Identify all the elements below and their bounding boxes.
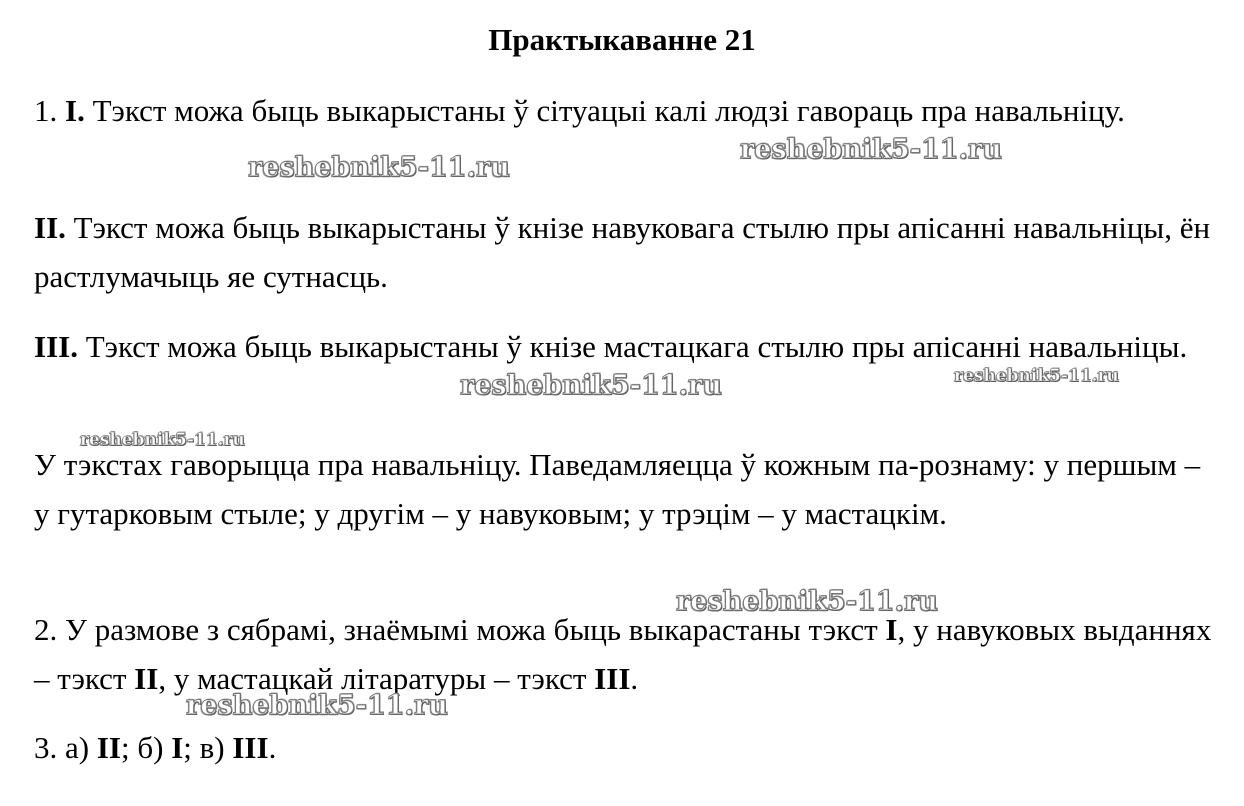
watermark: reshebnik5-11.ru bbox=[740, 134, 1002, 165]
paragraph-text: Тэкст можа быць выкарыстаны ў сітуацыі калі людзі гавораць пра навальніцу. bbox=[84, 93, 1125, 128]
roman-numeral: I. bbox=[65, 93, 85, 128]
watermark: reshebnik5-11.ru bbox=[186, 690, 448, 721]
answer-1-text-2 bbox=[34, 203, 1214, 301]
text-part: , у мастацкай літаратуры – тэкст bbox=[158, 661, 595, 696]
roman-numeral: III bbox=[232, 730, 269, 765]
text-part: . bbox=[630, 661, 639, 696]
text-part: ; б) bbox=[120, 730, 172, 765]
roman-numeral: II. bbox=[34, 210, 66, 245]
roman-numeral: I bbox=[885, 612, 898, 647]
roman-numeral: III. bbox=[34, 329, 78, 364]
paragraph-text: Тэкст можа быць выкарыстаны ў кнізе мастацкага стылю пры апісанні навальніцы. bbox=[77, 329, 1188, 364]
text-part: , у навуковых выданнях – тэкст bbox=[34, 612, 1212, 696]
answer-1-summary bbox=[34, 440, 1214, 538]
roman-numeral: II bbox=[134, 661, 159, 696]
answer-1-text-1 bbox=[34, 86, 1214, 135]
item-number: 1. bbox=[34, 93, 65, 128]
text-part: 2. У размове з сябрамі, знаёмымі можа быць выкарастаны тэкст bbox=[34, 612, 886, 647]
roman-numeral: I bbox=[171, 730, 184, 765]
watermark: reshebnik5-11.ru bbox=[80, 430, 245, 450]
paragraph-text: У тэкстах гаворыцца пра навальніцу. Паведамляецца ў кожным па-рознаму: у першым – у гутарковым стыле; у другім – у навуковым; у трэцім – у мастацкім. bbox=[34, 447, 1201, 531]
watermark: reshebnik5-11.ru bbox=[676, 586, 938, 617]
text-part: ; в) bbox=[183, 730, 233, 765]
roman-numeral: III bbox=[594, 661, 631, 696]
watermark: reshebnik5-11.ru bbox=[248, 152, 510, 183]
watermark: reshebnik5-11.ru bbox=[954, 366, 1119, 386]
roman-numeral: II bbox=[96, 730, 121, 765]
text-part: 3. а) bbox=[34, 730, 97, 765]
page-title: Практыкаванне 21 bbox=[488, 22, 756, 57]
paragraph-text: Тэкст можа быць выкарыстаны ў кнізе навуковага стылю пры апісанні навальніцы, ён растлумачыць яе сутнасць. bbox=[34, 210, 1211, 294]
answer-3 bbox=[34, 723, 1214, 772]
answer-2 bbox=[34, 605, 1214, 703]
text-part: . bbox=[268, 730, 277, 765]
answer-1-text-3 bbox=[34, 322, 1214, 371]
watermark: reshebnik5-11.ru bbox=[460, 370, 722, 401]
